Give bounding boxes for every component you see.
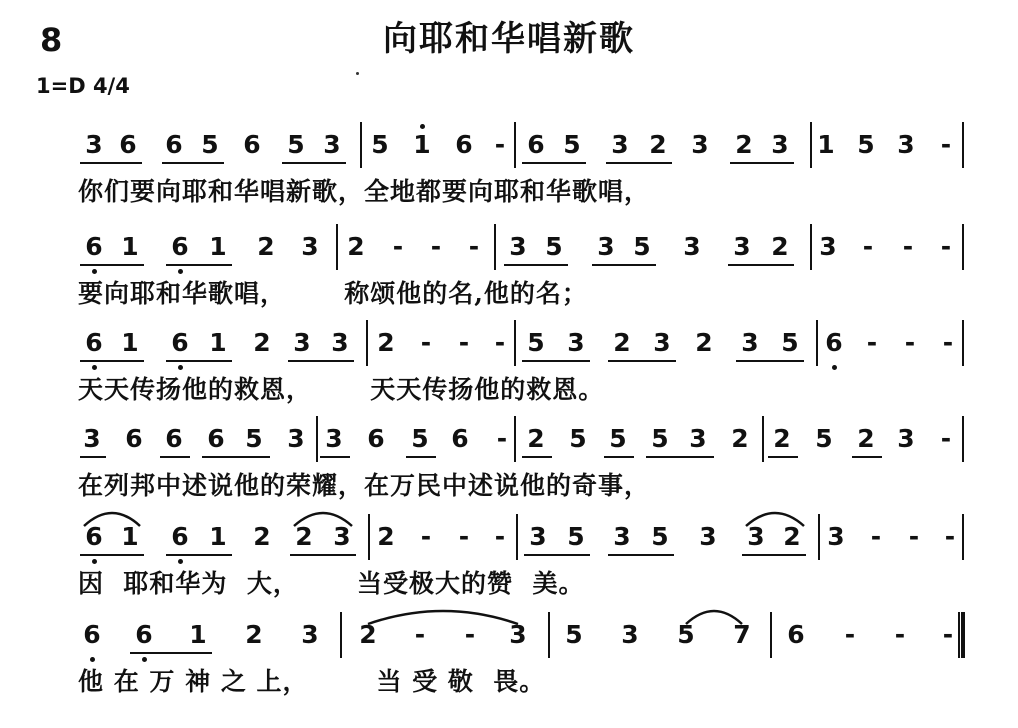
dash: - bbox=[870, 522, 882, 551]
note-line bbox=[0, 222, 1018, 272]
note: 3 bbox=[333, 522, 351, 551]
note: 6 bbox=[85, 328, 103, 357]
note: 6 bbox=[527, 130, 545, 159]
bar-line bbox=[514, 416, 516, 462]
score-system-6 bbox=[0, 610, 1018, 720]
note: 1 bbox=[121, 328, 139, 357]
note: 6 bbox=[83, 620, 101, 649]
beat-underline bbox=[524, 554, 590, 556]
note: 3 bbox=[691, 130, 709, 159]
dash: - bbox=[866, 328, 878, 357]
low-octave-dot bbox=[178, 269, 183, 274]
note: 5 bbox=[651, 522, 669, 551]
note: 3 bbox=[509, 232, 527, 261]
final-bar-line bbox=[958, 612, 965, 658]
dash: - bbox=[942, 328, 954, 357]
beat-underline bbox=[160, 456, 190, 458]
low-octave-dot bbox=[178, 559, 183, 564]
high-octave-dot bbox=[420, 124, 425, 129]
dash: - bbox=[494, 130, 506, 159]
beat-underline bbox=[290, 554, 356, 556]
note: 6 bbox=[207, 424, 225, 453]
note: 2 bbox=[695, 328, 713, 357]
note: 6 bbox=[135, 620, 153, 649]
note: 2 bbox=[773, 424, 791, 453]
lyrics-line: 要向耶和华歌唱， 称颂他的名,他的名； bbox=[78, 279, 588, 308]
beat-underline bbox=[320, 456, 350, 458]
note: 2 bbox=[257, 232, 275, 261]
score-system-1 bbox=[0, 120, 1018, 230]
beat-underline bbox=[166, 360, 232, 362]
note: 6 bbox=[171, 328, 189, 357]
note: 3 bbox=[83, 424, 101, 453]
note: 5 bbox=[609, 424, 627, 453]
note: 1 bbox=[209, 232, 227, 261]
bar-line bbox=[962, 416, 964, 462]
note: 2 bbox=[857, 424, 875, 453]
slur-arc bbox=[684, 604, 744, 626]
note: 1 bbox=[189, 620, 207, 649]
note: 2 bbox=[295, 522, 313, 551]
note: 6 bbox=[85, 232, 103, 261]
beat-underline bbox=[162, 162, 224, 164]
note: 3 bbox=[597, 232, 615, 261]
note: 6 bbox=[119, 130, 137, 159]
note: 2 bbox=[359, 620, 377, 649]
note: 3 bbox=[301, 620, 319, 649]
beat-underline bbox=[288, 360, 354, 362]
note: 6 bbox=[243, 130, 261, 159]
beat-underline bbox=[282, 162, 346, 164]
dash: - bbox=[894, 620, 906, 649]
dash: - bbox=[908, 522, 920, 551]
note: 5 bbox=[677, 620, 695, 649]
beat-underline bbox=[522, 360, 590, 362]
note: 6 bbox=[455, 130, 473, 159]
bar-line bbox=[962, 514, 964, 560]
dash: - bbox=[844, 620, 856, 649]
note: 3 bbox=[733, 232, 751, 261]
note: 2 bbox=[377, 522, 395, 551]
note: 1 bbox=[121, 522, 139, 551]
dash: - bbox=[902, 232, 914, 261]
note: 1 bbox=[209, 522, 227, 551]
dash: - bbox=[464, 620, 476, 649]
beat-underline bbox=[736, 360, 804, 362]
slur-arc bbox=[82, 506, 142, 528]
bar-line bbox=[336, 224, 338, 270]
note: 5 bbox=[569, 424, 587, 453]
note: 2 bbox=[527, 424, 545, 453]
beat-underline bbox=[80, 360, 144, 362]
note: 5 bbox=[857, 130, 875, 159]
note: 1 bbox=[413, 130, 431, 159]
slur-arc bbox=[744, 506, 806, 528]
note: 5 bbox=[651, 424, 669, 453]
dash: - bbox=[862, 232, 874, 261]
note-line bbox=[0, 120, 1018, 170]
note: 3 bbox=[85, 130, 103, 159]
beat-underline bbox=[768, 456, 798, 458]
song-title: 向耶和华唱新歌 bbox=[383, 19, 635, 59]
note: 7 bbox=[733, 620, 751, 649]
note: 5 bbox=[545, 232, 563, 261]
bar-line bbox=[962, 224, 964, 270]
dash: - bbox=[944, 522, 956, 551]
low-octave-dot bbox=[92, 269, 97, 274]
note: 1 bbox=[209, 328, 227, 357]
note: 6 bbox=[825, 328, 843, 357]
note: 3 bbox=[747, 522, 765, 551]
note: 5 bbox=[201, 130, 219, 159]
bar-line bbox=[514, 320, 516, 366]
note: 6 bbox=[165, 130, 183, 159]
note: 6 bbox=[367, 424, 385, 453]
note: 2 bbox=[253, 328, 271, 357]
beat-underline bbox=[522, 162, 586, 164]
beat-underline bbox=[166, 554, 232, 556]
beat-underline bbox=[80, 554, 144, 556]
note: 3 bbox=[325, 424, 343, 453]
lyrics-line: 天天传扬他的救恩， 天天传扬他的救恩。 bbox=[78, 375, 605, 404]
dash: - bbox=[392, 232, 404, 261]
note: 3 bbox=[653, 328, 671, 357]
low-octave-dot bbox=[92, 559, 97, 564]
bar-line bbox=[360, 122, 362, 168]
beat-underline bbox=[80, 456, 106, 458]
note: 2 bbox=[377, 328, 395, 357]
dash: - bbox=[942, 620, 954, 649]
bar-line bbox=[316, 416, 318, 462]
beat-underline bbox=[646, 456, 714, 458]
note: 2 bbox=[613, 328, 631, 357]
note: 5 bbox=[287, 130, 305, 159]
dash: - bbox=[430, 232, 442, 261]
note: 3 bbox=[323, 130, 341, 159]
lyrics-line: 因 耶和华为 大， 当受极大的赞 美。 bbox=[78, 569, 585, 598]
note: 3 bbox=[689, 424, 707, 453]
lyrics-line: 他 在 万 神 之 上， 当 受 敬 畏。 bbox=[78, 667, 546, 696]
note: 3 bbox=[301, 232, 319, 261]
slur-arc bbox=[292, 506, 354, 528]
beat-underline bbox=[202, 456, 270, 458]
note: 5 bbox=[781, 328, 799, 357]
score-system-2 bbox=[0, 222, 1018, 332]
bar-line bbox=[366, 320, 368, 366]
bar-line bbox=[810, 122, 812, 168]
beat-underline bbox=[608, 360, 676, 362]
low-octave-dot bbox=[832, 365, 837, 370]
bar-line bbox=[810, 224, 812, 270]
hymn-number: 8 bbox=[40, 21, 63, 59]
bar-line bbox=[340, 612, 342, 658]
beat-underline bbox=[728, 264, 794, 266]
beat-underline bbox=[608, 554, 674, 556]
bar-line bbox=[762, 416, 764, 462]
lyrics-line: 在列邦中述说他的荣耀，在万民中述说他的奇事， bbox=[78, 471, 651, 500]
note: 3 bbox=[621, 620, 639, 649]
note: 5 bbox=[563, 130, 581, 159]
dash: - bbox=[940, 130, 952, 159]
bar-line bbox=[962, 122, 964, 168]
note: 3 bbox=[819, 232, 837, 261]
dash: - bbox=[420, 522, 432, 551]
bar-line bbox=[548, 612, 550, 658]
low-octave-dot bbox=[90, 657, 95, 662]
bar-line bbox=[516, 514, 518, 560]
beat-underline bbox=[166, 264, 232, 266]
note: 6 bbox=[85, 522, 103, 551]
dash: - bbox=[458, 522, 470, 551]
note: 3 bbox=[293, 328, 311, 357]
note: 5 bbox=[527, 328, 545, 357]
bar-line bbox=[494, 224, 496, 270]
note: 2 bbox=[771, 232, 789, 261]
note: 3 bbox=[529, 522, 547, 551]
low-octave-dot bbox=[178, 365, 183, 370]
note-line bbox=[0, 610, 1018, 660]
note: 2 bbox=[245, 620, 263, 649]
note: 5 bbox=[245, 424, 263, 453]
slur-arc bbox=[366, 604, 520, 626]
key-signature: 1=D 4/4 bbox=[36, 74, 130, 98]
score-system-3 bbox=[0, 318, 1018, 428]
note: 3 bbox=[567, 328, 585, 357]
note: 3 bbox=[897, 130, 915, 159]
beat-underline bbox=[80, 264, 144, 266]
bar-line bbox=[816, 320, 818, 366]
note-line bbox=[0, 512, 1018, 562]
beat-underline bbox=[80, 162, 142, 164]
note: 3 bbox=[287, 424, 305, 453]
bar-line bbox=[368, 514, 370, 560]
note: 5 bbox=[633, 232, 651, 261]
beat-underline bbox=[604, 456, 634, 458]
note: 3 bbox=[509, 620, 527, 649]
dash: - bbox=[458, 328, 470, 357]
note: 2 bbox=[783, 522, 801, 551]
note: 6 bbox=[787, 620, 805, 649]
note: 5 bbox=[565, 620, 583, 649]
dash: - bbox=[414, 620, 426, 649]
low-octave-dot bbox=[92, 365, 97, 370]
dash: - bbox=[468, 232, 480, 261]
note: 6 bbox=[125, 424, 143, 453]
dash: - bbox=[420, 328, 432, 357]
note: 6 bbox=[171, 232, 189, 261]
beat-underline bbox=[504, 264, 568, 266]
dash: - bbox=[494, 328, 506, 357]
bar-line bbox=[770, 612, 772, 658]
beat-underline bbox=[730, 162, 794, 164]
dash: - bbox=[496, 424, 508, 453]
stray-dot bbox=[356, 72, 359, 75]
beat-underline bbox=[130, 652, 212, 654]
note: 3 bbox=[683, 232, 701, 261]
dash: - bbox=[940, 424, 952, 453]
note: 2 bbox=[731, 424, 749, 453]
note: 5 bbox=[815, 424, 833, 453]
bar-line bbox=[818, 514, 820, 560]
beat-underline bbox=[606, 162, 672, 164]
note: 3 bbox=[897, 424, 915, 453]
dash: - bbox=[940, 232, 952, 261]
note: 3 bbox=[771, 130, 789, 159]
beat-underline bbox=[592, 264, 656, 266]
note: 3 bbox=[331, 328, 349, 357]
note: 1 bbox=[817, 130, 835, 159]
beat-underline bbox=[522, 456, 552, 458]
note: 6 bbox=[165, 424, 183, 453]
beat-underline bbox=[406, 456, 436, 458]
bar-line bbox=[962, 320, 964, 366]
note: 1 bbox=[121, 232, 139, 261]
note: 6 bbox=[451, 424, 469, 453]
note: 3 bbox=[611, 130, 629, 159]
bar-line bbox=[514, 122, 516, 168]
beat-underline bbox=[742, 554, 806, 556]
note: 5 bbox=[567, 522, 585, 551]
dash: - bbox=[494, 522, 506, 551]
note: 2 bbox=[735, 130, 753, 159]
note: 5 bbox=[371, 130, 389, 159]
note: 3 bbox=[741, 328, 759, 357]
note: 3 bbox=[699, 522, 717, 551]
note: 3 bbox=[827, 522, 845, 551]
note: 2 bbox=[347, 232, 365, 261]
note: 2 bbox=[253, 522, 271, 551]
note: 6 bbox=[171, 522, 189, 551]
note: 5 bbox=[411, 424, 429, 453]
dash: - bbox=[904, 328, 916, 357]
beat-underline bbox=[852, 456, 882, 458]
lyrics-line: 你们要向耶和华唱新歌，全地都要向耶和华歌唱， bbox=[78, 177, 651, 206]
note-line bbox=[0, 414, 1018, 464]
low-octave-dot bbox=[142, 657, 147, 662]
note: 2 bbox=[649, 130, 667, 159]
note-line bbox=[0, 318, 1018, 368]
note: 3 bbox=[613, 522, 631, 551]
score-system-4 bbox=[0, 414, 1018, 524]
